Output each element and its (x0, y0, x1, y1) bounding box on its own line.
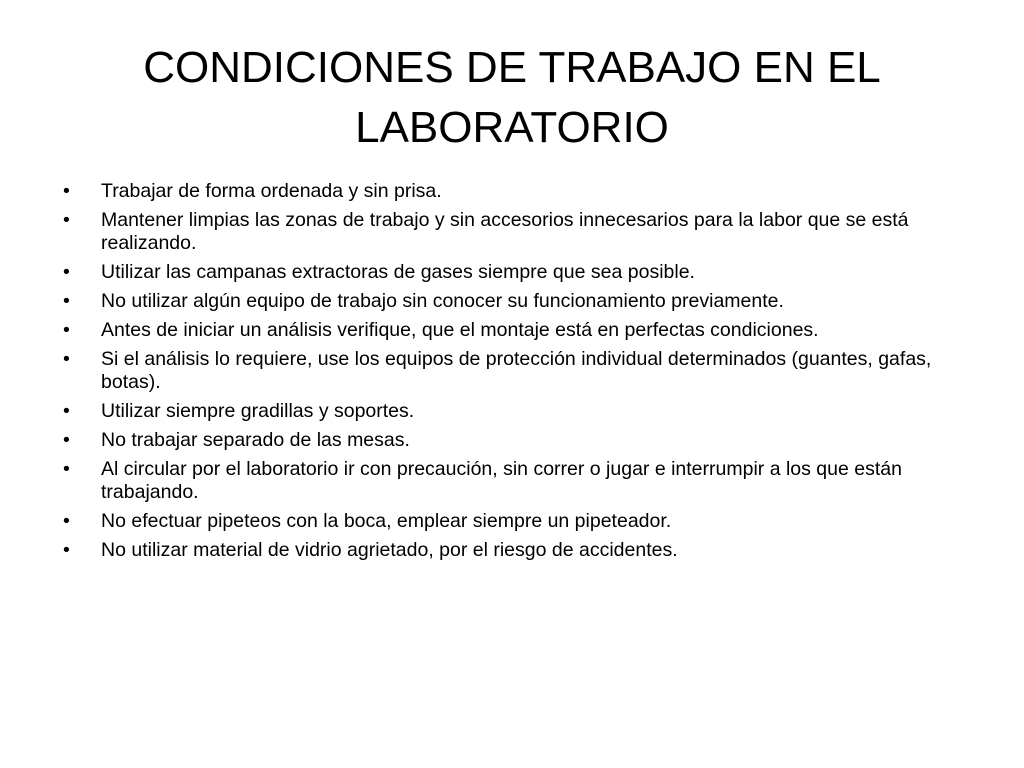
bullet-icon: • (63, 400, 70, 422)
bullet-text: Utilizar siempre gradillas y soportes. (101, 400, 415, 422)
bullet-item (63, 319, 973, 342)
bullet-text: No utilizar material de vidrio agrietado, por el riesgo de accidentes. (101, 539, 678, 561)
bullet-list (63, 180, 973, 568)
bullet-icon: • (63, 290, 70, 312)
bullet-item (63, 539, 973, 562)
bullet-item (63, 429, 973, 452)
bullet-icon: • (63, 261, 70, 283)
bullet-item (63, 348, 973, 394)
bullet-item (63, 400, 973, 423)
bullet-icon: • (63, 209, 70, 231)
bullet-text: Trabajar de forma ordenada y sin prisa. (101, 180, 442, 202)
bullet-text: Antes de iniciar un análisis verifique, que el montaje está en perfectas condiciones. (101, 319, 819, 341)
slide-title: CONDICIONES DE TRABAJO EN EL LABORATORIO (143, 43, 881, 152)
bullet-item (63, 290, 973, 313)
bullet-icon: • (63, 348, 70, 370)
bullet-icon: • (63, 319, 70, 341)
bullet-item (63, 180, 973, 203)
bullet-icon: • (63, 429, 70, 451)
bullet-icon: • (63, 458, 70, 480)
bullet-item (63, 261, 973, 284)
bullet-text: Mantener limpias las zonas de trabajo y sin accesorios innecesarios para la labor que se está realizando. (101, 209, 909, 254)
bullet-text: Si el análisis lo requiere, use los equipos de protección individual determinados (guantes, gafas, botas). (101, 348, 932, 393)
bullet-icon: • (63, 539, 70, 561)
bullet-item (63, 209, 973, 255)
bullet-icon: • (63, 510, 70, 532)
bullet-icon: • (63, 180, 70, 202)
bullet-item (63, 458, 973, 504)
bullet-text: No utilizar algún equipo de trabajo sin conocer su funcionamiento previamente. (101, 290, 784, 312)
bullet-text: No efectuar pipeteos con la boca, emplear siempre un pipeteador. (101, 510, 672, 532)
bullet-text: No trabajar separado de las mesas. (101, 429, 410, 451)
bullet-text: Al circular por el laboratorio ir con precaución, sin correr o jugar e interrumpir a los que están trabajando. (101, 458, 902, 503)
bullet-text: Utilizar las campanas extractoras de gases siempre que sea posible. (101, 261, 695, 283)
bullet-item (63, 510, 973, 533)
